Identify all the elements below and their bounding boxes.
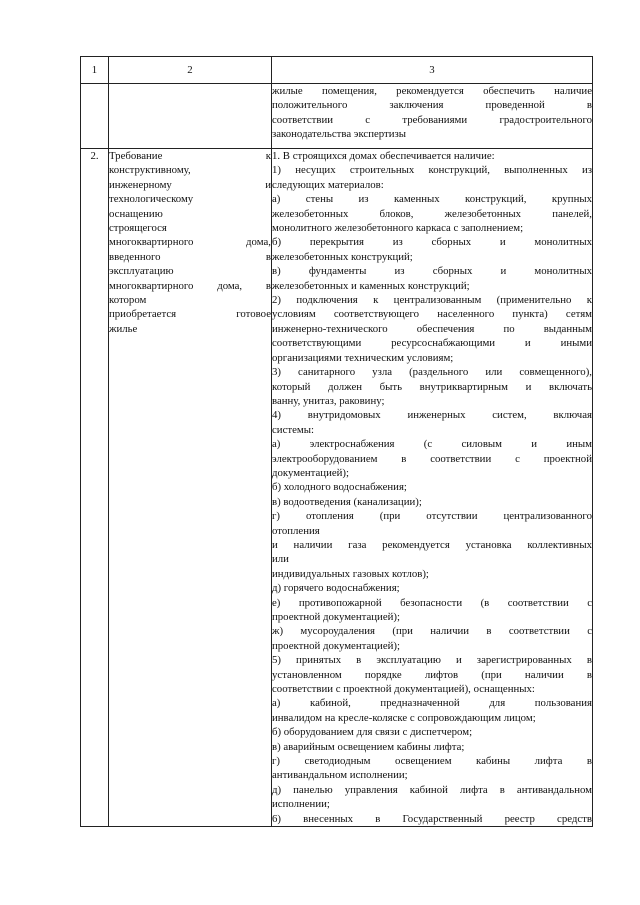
text-line: монолитного железобетонного каркаса с заполнением; xyxy=(272,222,524,235)
text-line: а) стены из каменных конструкций, крупных xyxy=(272,193,592,206)
text-line: ж) мусороудаления (при наличии в соответствии с xyxy=(272,625,592,638)
text-line: и наличии газа рекомендуется установка коллективных xyxy=(272,538,592,551)
text-line: инженерно-технического обеспечения по выданным xyxy=(272,322,592,335)
table-header-row xyxy=(81,57,593,84)
text-line: б) холодного водоснабжения; xyxy=(272,481,407,494)
header-col-3: 3 xyxy=(272,57,593,84)
text-line: системы: xyxy=(272,423,314,436)
text-line: проектной документацией); xyxy=(272,611,400,623)
text-line: индивидуальных газовых котлов); xyxy=(272,567,429,580)
continuation-number-cell xyxy=(81,84,109,149)
text-line: условиям соответствующего населенного пункта) сетям xyxy=(272,308,592,321)
text-line: антивандальном исполнении; xyxy=(272,769,408,782)
text-line: проектной документацией); xyxy=(272,639,400,652)
text-line: многоквартирного дома, xyxy=(109,236,271,249)
header-col-1: 1 xyxy=(81,57,109,84)
text-line: или xyxy=(272,553,289,566)
text-line: ванну, унитаз, раковину; xyxy=(272,394,385,407)
text-line: многоквартирного дома, в xyxy=(109,279,271,292)
table-row-2 xyxy=(81,149,593,827)
content-text xyxy=(272,149,592,826)
text-line: г) светодиодным освещением кабины лифта в xyxy=(272,755,592,768)
text-line: железобетонных блоков, железобетонных панелей, xyxy=(272,207,592,220)
text-line: е) противопожарной безопасности (в соответствии с xyxy=(272,596,592,609)
text-line: д) панелью управления кабиной лифта в антивандальном xyxy=(272,783,592,796)
text-line: 1) несущих строительных конструкций, выполненных из xyxy=(272,164,592,177)
text-line: железобетонных конструкций; xyxy=(272,250,413,263)
text-line: Требование к xyxy=(109,150,271,162)
text-line: соответствующими ресурсоснабжающими и иными xyxy=(272,337,592,350)
text-line: оснащению xyxy=(109,207,163,220)
text-line: б) оборудованием для связи с диспетчером; xyxy=(272,726,473,739)
text-line: железобетонных и каменных конструкций; xyxy=(272,279,470,292)
text-line: соответствии с требованиями градостроительного xyxy=(272,113,592,126)
text-line: 2) подключения к централизованным (применительно к xyxy=(272,294,592,307)
text-line: соответствии с проектной документацией), оснащенных: xyxy=(272,683,535,696)
text-line: следующих материалов: xyxy=(272,178,384,191)
text-line: эксплуатацию xyxy=(109,265,174,278)
text-line: в) аварийным освещением кабины лифта; xyxy=(272,740,465,753)
text-line: 4) внутридомовых инженерных систем, включая xyxy=(272,409,592,422)
text-line: отопления xyxy=(272,524,320,537)
text-line: 1. В строящихся домах обеспечивается наличие: xyxy=(272,150,495,162)
text-line: технологическому xyxy=(109,193,194,206)
text-line: 6) внесенных в Государственный реестр средств xyxy=(272,812,592,825)
text-line: который должен быть внутриквартирным и включать xyxy=(272,380,592,393)
text-line: приобретается готовое xyxy=(109,308,271,321)
text-line: г) отопления (при отсутствии централизованного xyxy=(272,510,592,523)
text-line: котором xyxy=(109,294,147,307)
text-line: д) горячего водоснабжения; xyxy=(272,582,400,595)
header-col-2: 2 xyxy=(109,57,272,84)
text-line: жилые помещения, рекомендуется обеспечить наличие xyxy=(272,85,592,97)
text-line: строящегося xyxy=(109,222,167,235)
requirement-cell xyxy=(109,149,272,827)
text-line: электрооборудованием в соответствии с проектной xyxy=(272,452,592,465)
text-line: исполнении; xyxy=(272,798,330,811)
text-line: в) водоотведения (канализации); xyxy=(272,495,422,508)
continuation-text xyxy=(272,84,592,142)
table-row-continuation xyxy=(81,84,593,149)
text-line: а) кабиной, предназначенной для пользования xyxy=(272,697,592,710)
text-line: инвалидом на кресле-коляске с сопровождающим лицом; xyxy=(272,711,536,724)
continuation-content-cell xyxy=(272,84,593,149)
text-line: конструктивному, xyxy=(109,164,191,177)
text-line: б) перекрытия из сборных и монолитных xyxy=(272,236,592,249)
text-line: в) фундаменты из сборных и монолитных xyxy=(272,265,592,278)
text-line: а) электроснабжения (с силовым и иным xyxy=(272,438,592,451)
text-line: жилье xyxy=(109,322,138,335)
text-line: организациями техническим условиям; xyxy=(272,351,454,364)
content-cell xyxy=(272,149,593,827)
text-line: инженерному и xyxy=(109,178,271,191)
text-line: законодательства экспертизы xyxy=(272,128,407,141)
requirement-text xyxy=(109,149,271,336)
text-line: 5) принятых в эксплуатацию и зарегистрированных в xyxy=(272,654,592,667)
text-line: документацией); xyxy=(272,466,350,479)
requirements-table xyxy=(80,56,593,827)
text-line: 3) санитарного узла (раздельного или совмещенного), xyxy=(272,366,592,379)
continuation-requirement-cell xyxy=(109,84,272,149)
text-line: положительного заключения проведенной в xyxy=(272,99,592,112)
text-line: введенного в xyxy=(109,250,271,263)
text-line: установленном порядке лифтов (при наличии в xyxy=(272,668,592,681)
row-number: 2. xyxy=(81,149,109,827)
